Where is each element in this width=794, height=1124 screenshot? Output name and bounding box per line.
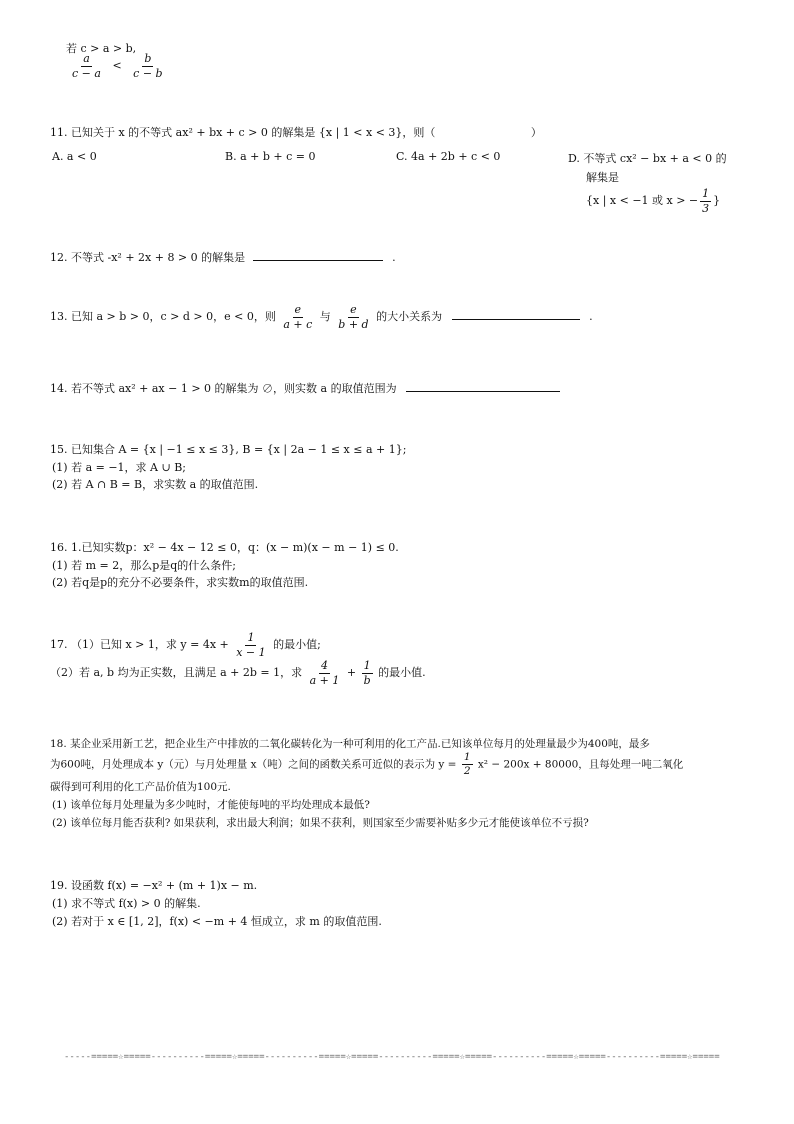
q11-option-b[interactable]: B. a + b + c = 0 — [225, 150, 316, 163]
q18-line-1: 18. 某企业采用新工艺，把企业生产中排放的二氧化碳转化为一种可利用的化工产品.已知该单位每月的处理量最少为400吨，最多 — [50, 738, 650, 750]
q17-fraction-1: $\frac{1}{x - 1}$ — [236, 631, 266, 659]
q18-line-3: 碳得到可利用的化工产品价值为100元. — [50, 781, 231, 793]
q16-stem: 16. 1.已知实数p：x² − 4x − 12 ≤ 0，q：(x − m)(x − m − 1) ≤ 0. — [50, 541, 399, 554]
q11-option-c[interactable]: C. 4a + 2b + c < 0 — [396, 150, 501, 163]
q18-part-1: (1) 该单位每月处理量为多少吨时，才能使每吨的平均处理成本最低? — [52, 799, 370, 811]
q13-fraction-1: $\frac{e}{a + c}$ — [283, 303, 313, 331]
q11-option-a[interactable]: A. a < 0 — [52, 150, 97, 163]
q19-part-1: (1) 求不等式 f(x) > 0 的解集. — [52, 897, 201, 910]
q11-stem: 11. 已知关于 x 的不等式 ax² + bx + c > 0 的解集是 {x | 1 < x < 3}，则（ ） — [50, 126, 542, 139]
q19-part-2: (2) 若对于 x ∈ [1, 2]，f(x) < −m + 4 恒成立，求 m 的取值范围. — [52, 915, 382, 928]
q17-part-1: 17. （1）已知 x > 1，求 y = 4x + $\frac{1}{x - 1}$ 的最小值; — [50, 631, 321, 659]
q12-question: 12. 不等式 -x² + 2x + 8 > 0 的解集是 . — [50, 251, 396, 264]
q18-part-2: (2) 该单位每月能否获利? 如果获利，求出最大利润；如果不获利，则国家至少需要补贴多少元才能使该单位不亏损? — [52, 817, 589, 829]
q15-part-1: (1) 若 a = −1，求 A ∪ B; — [52, 461, 186, 474]
q18-line-2: 为600吨，月处理成本 y（元）与月处理量 x（吨）之间的函数关系可近似的表示为 y = $\frac{1}{2}$ x² − 200x + 80000，且每处理一吨二氧化 — [50, 751, 684, 778]
q15-stem: 15. 已知集合 A = {x | −1 ≤ x ≤ 3}, B = {x | 2a − 1 ≤ x ≤ a + 1}; — [50, 443, 407, 456]
q16-part-2: (2) 若q是p的充分不必要条件，求实数m的取值范围. — [52, 576, 309, 589]
top-inequality: $\frac{a}{c - a}$ < $\frac{b}{c - b}$ — [72, 52, 163, 80]
q12-answer-blank[interactable] — [253, 250, 383, 261]
top-condition: 若 c > a > b, — [66, 42, 137, 55]
q17-fraction-3: $\frac{1}{b}$ — [363, 659, 371, 687]
q18-fraction: $\frac{1}{2}$ — [463, 751, 471, 778]
q14-answer-blank[interactable] — [406, 381, 560, 392]
q13-fraction-2: $\frac{e}{b + d}$ — [338, 303, 369, 331]
q14-question: 14. 若不等式 ax² + ax − 1 > 0 的解集为 ∅，则实数 a 的取值范围为 — [50, 380, 560, 396]
q13-question: 13. 已知 a > b > 0，c > d > 0，e < 0，则 $\frac{e}{a + c}$ 与 $\frac{e}{b + d}$ 的大小关系为 . — [50, 303, 593, 331]
q13-answer-blank[interactable] — [452, 309, 580, 320]
top-fraction-right: $\frac{b}{c - b}$ — [133, 52, 163, 80]
q11-option-d[interactable]: D. 不等式 cx² − bx + a < 0 的 解集是 {x | x < −1 或 x > − $\frac{1}{3}$ } — [568, 152, 727, 215]
q16-part-1: (1) 若 m = 2，那么p是q的什么条件; — [52, 559, 237, 572]
q17-fraction-2: $\frac{4}{a + 1}$ — [309, 659, 340, 687]
q19-stem: 19. 设函数 f(x) = −x² + (m + 1)x − m. — [50, 879, 258, 892]
q11-d-fraction: $\frac{1}{3}$ — [702, 187, 710, 215]
q15-part-2: (2) 若 A ∩ B = B，求实数 a 的取值范围. — [52, 478, 259, 491]
top-fraction-left: $\frac{a}{c - a}$ — [72, 52, 101, 80]
footer-divider: -----=====☆=====----------=====☆=====----------=====☆=====----------=====☆=====----------=====☆=====----------=====☆===== — [64, 1052, 720, 1062]
q17-part-2: （2）若 a, b 均为正实数，且满足 a + 2b = 1，求 $\frac{4}{a + 1}$ + $\frac{1}{b}$ 的最小值. — [50, 659, 426, 687]
